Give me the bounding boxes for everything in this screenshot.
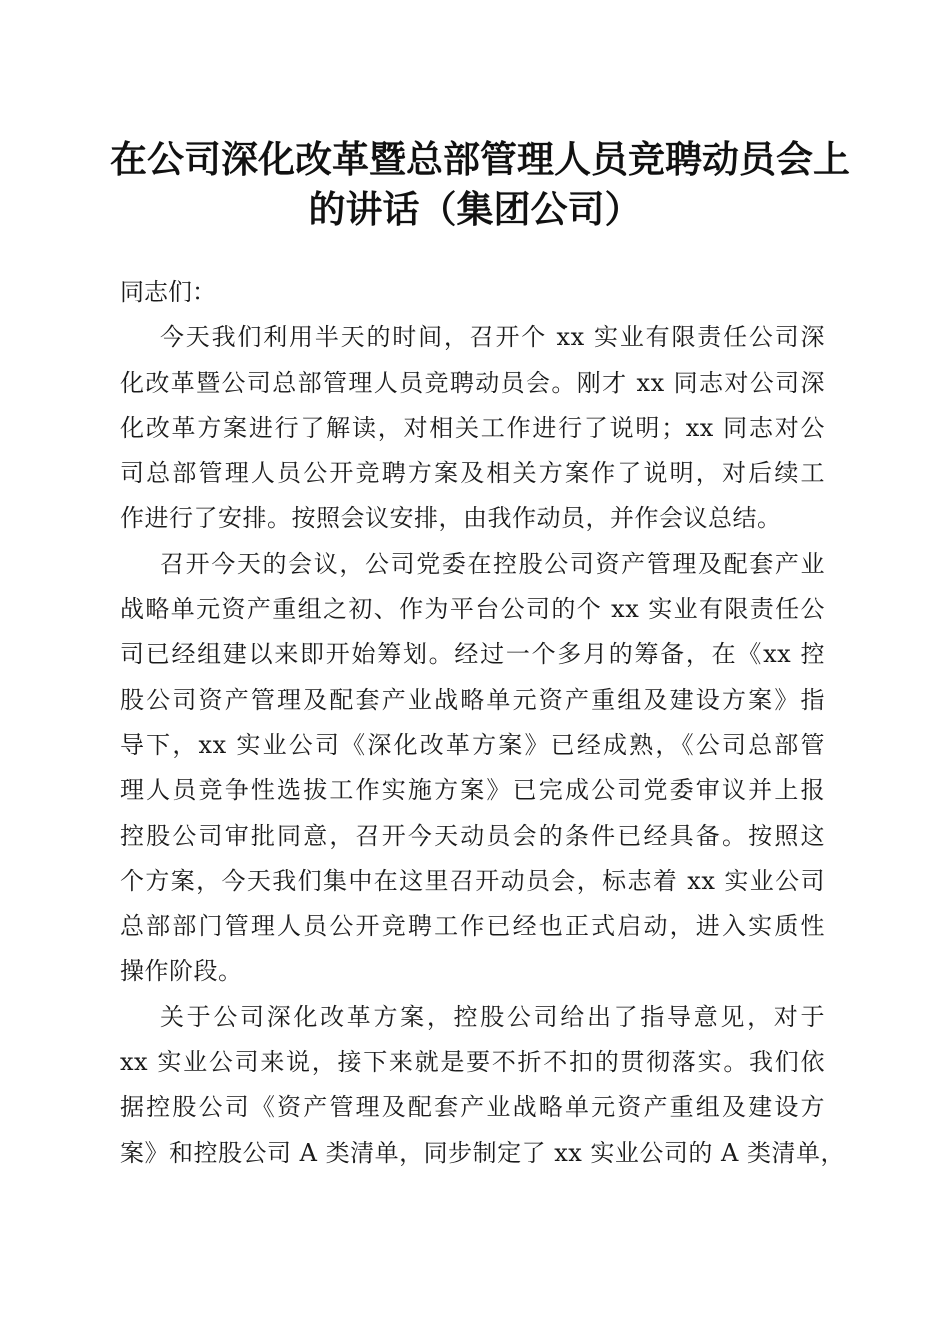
title-line-1: 在公司深化改革暨总部管理人员竞聘动员会上 [110,137,850,181]
paragraph-line: 个方案，今天我们集中在这里召开动员会，标志着 xx 实业公司 [120,866,825,895]
paragraph-line: 召开今天的会议，公司党委在控股公司资产管理及配套产业 [160,549,825,578]
paragraph-line: 案》和控股公司 A 类清单，同步制定了 xx 实业公司的 A 类清单， [120,1138,846,1167]
paragraph-line: xx 实业公司来说，接下来就是要不折不扣的贯彻落实。我们依 [120,1048,825,1077]
paragraph-line: 关于公司深化改革方案，控股公司给出了指导意见，对于 [160,1002,825,1031]
paragraph-line: 总部部门管理人员公开竞聘工作已经也正式启动，进入实质性 [120,912,825,941]
paragraph-line: 司已经组建以来即开始筹划。经过一个多月的筹备，在《xx 控 [120,640,825,669]
paragraph-line: 战略单元资产重组之初、作为平台公司的个 xx 实业有限责任公 [120,595,825,624]
paragraph-line: 据控股公司《资产管理及配套产业战略单元资产重组及建设方 [120,1093,825,1122]
paragraph-2 [120,542,825,995]
salutation: 同志们： [120,278,216,306]
paragraph-line: 司总部管理人员公开竞聘方案及相关方案作了说明，对后续工 [120,459,825,488]
paragraph-3 [120,995,846,1176]
paragraph-line: 作进行了安排。按照会议安排，由我作动员，并作会议总结。 [120,504,782,533]
document-title [110,134,850,234]
paragraph-line: 化改革方案进行了解读，对相关工作进行了说明；xx 同志对公 [120,413,825,442]
paragraph-1 [120,315,825,541]
paragraph-line: 控股公司审批同意，召开今天动员会的条件已经具备。按照这 [120,821,825,850]
paragraph-line: 股公司资产管理及配套产业战略单元资产重组及建设方案》指 [120,685,825,714]
paragraph-line: 化改革暨公司总部管理人员竞聘动员会。刚才 xx 同志对公司深 [120,368,825,397]
paragraph-line: 导下，xx 实业公司《深化改革方案》已经成熟，《公司总部管 [120,730,825,759]
paragraph-line: 今天我们利用半天的时间，召开个 xx 实业有限责任公司深 [160,323,825,352]
document-body [120,270,846,1176]
title-line-2: 的讲话（集团公司） [308,187,642,231]
paragraph-line: 操作阶段。 [120,957,243,986]
paragraph-line: 理人员竞争性选拔工作实施方案》已完成公司党委审议并上报 [120,776,825,805]
